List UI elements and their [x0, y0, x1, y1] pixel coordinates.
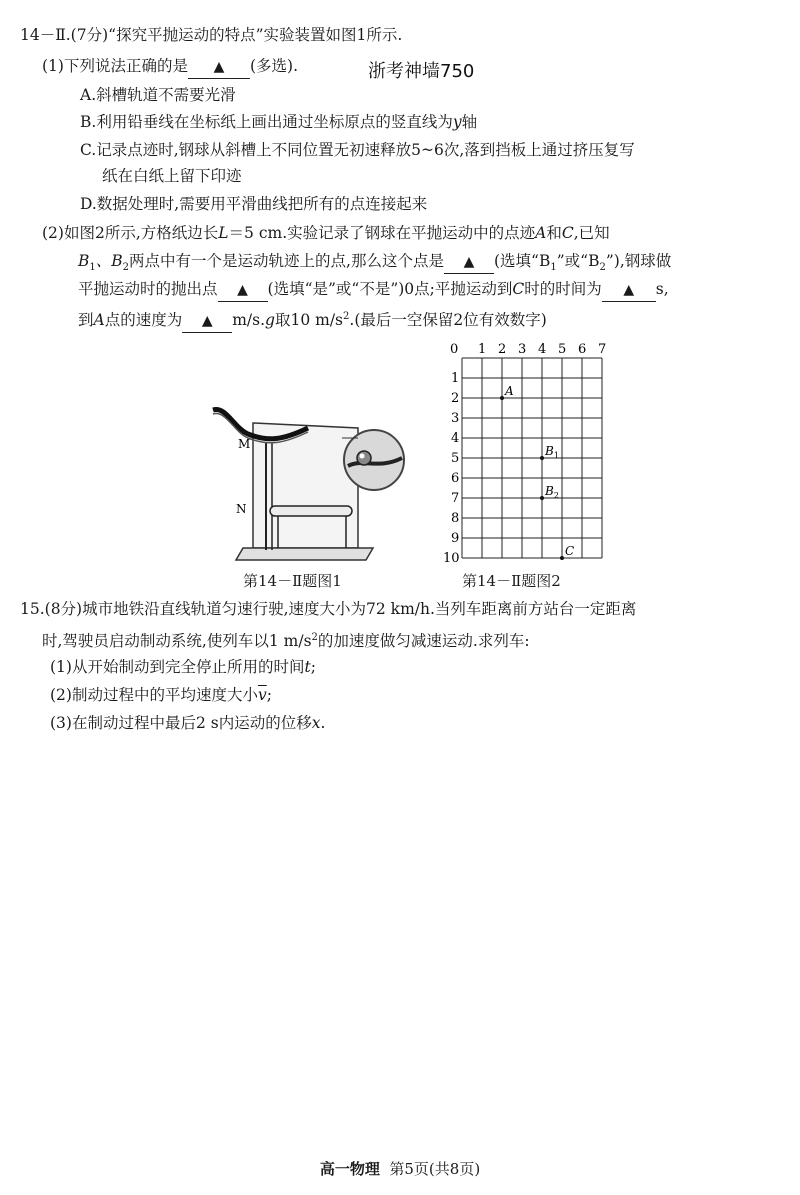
- y-tick-label: 9: [451, 531, 460, 546]
- q14-part2-line4: 到A点的速度为 ▲ m/s.g取10 $m/s^2$.(最后一空保留2位有效数字): [78, 306, 547, 333]
- y-tick-label: 7: [451, 491, 460, 506]
- label-m: M: [238, 437, 251, 451]
- grid-point: [540, 456, 544, 460]
- x-tick-label: 3: [518, 342, 527, 357]
- grid-figure: [440, 338, 610, 568]
- y-tick-label: 1: [451, 371, 460, 386]
- q14-part2-line3: 平抛运动时的抛出点 ▲ (选填“是”或“不是”)0点;平抛运动到C时的时间为 ▲ s,: [78, 278, 669, 302]
- grid-point: [500, 396, 504, 400]
- grid-point-label: C: [565, 544, 575, 558]
- x-tick-label: 4: [538, 342, 547, 357]
- q15-sub3: (3)在制动过程中最后2 s内运动的位移x.: [50, 714, 326, 732]
- q14-part2-line2: $B_1$、$B_2$两点中有一个是运动轨迹上的点,那么这个点是 ▲ (选填“$B_1$”或“$B_2$”),钢球做: [78, 252, 672, 274]
- grid-point: [540, 496, 544, 500]
- x-tick-label: 5: [558, 342, 567, 357]
- triangle-icon: ▲: [463, 254, 475, 270]
- x-tick-label: 1: [478, 342, 487, 357]
- grid-point-label: A: [505, 384, 514, 398]
- q14-part1-text: (1)下列说法正确的是: [42, 57, 188, 75]
- y-tick-label: 4: [451, 431, 460, 446]
- q14-part1-suffix: (多选).: [249, 57, 298, 75]
- triangle-icon: ▲: [201, 313, 213, 330]
- figure1-caption: 第14－Ⅱ题图1: [243, 572, 342, 590]
- option-b: B.利用铅垂线在坐标纸上画出通过坐标原点的竖直线为y轴: [80, 113, 478, 131]
- answer-blank-5: [182, 309, 232, 333]
- q14-part1: [42, 55, 298, 79]
- option-a: A.斜槽轨道不需要光滑: [80, 86, 236, 104]
- option-d: D.数据处理时,需要用平滑曲线把所有的点连接起来: [80, 195, 428, 213]
- page-footer: [0, 1158, 800, 1179]
- footer-subject: 高一物理: [319, 1160, 380, 1178]
- answer-blank-2: [444, 250, 494, 274]
- triangle-icon: ▲: [213, 59, 225, 75]
- x-tick-label: 7: [598, 342, 607, 357]
- figure2-caption: 第14－Ⅱ题图2: [462, 572, 561, 590]
- grid-point-label: $B_1$: [545, 444, 559, 460]
- answer-blank-4: [602, 278, 656, 302]
- grid-point: [560, 556, 564, 560]
- watermark: 浙考神墙750: [368, 61, 475, 82]
- y-tick-label: 3: [451, 411, 460, 426]
- option-c-cont: 纸在白纸上留下印迹: [102, 167, 242, 185]
- x-tick-label: 0: [450, 342, 459, 357]
- triangle-icon: ▲: [623, 282, 635, 298]
- q15-line1: 15.(8分)城市地铁沿直线轨道匀速行驶,速度大小为72 km/h.当列车距离前方站台一定距离: [20, 600, 637, 618]
- y-tick-label: 2: [451, 391, 460, 406]
- q14-part2-line1: (2)如图2所示,方格纸边长L＝5 cm.实验记录了钢球在平抛运动中的点迹A和C,已知: [42, 224, 610, 242]
- label-n: N: [236, 502, 247, 516]
- grid-point-label: $B_2$: [545, 484, 559, 500]
- apparatus-figure: [208, 398, 408, 568]
- y-tick-label: 5: [451, 451, 460, 466]
- answer-blank-1: [188, 55, 250, 79]
- x-tick-label: 2: [498, 342, 507, 357]
- option-c: C.记录点迹时,钢球从斜槽上不同位置无初速释放5~6次,落到挡板上通过挤压复写: [80, 141, 635, 159]
- y-tick-label: 8: [451, 511, 460, 526]
- triangle-icon: ▲: [237, 282, 248, 298]
- y-tick-label: 10: [443, 551, 460, 566]
- q15-sub2: (2)制动过程中的平均速度大小$\overline{v}$;: [50, 686, 272, 704]
- answer-blank-3: [218, 278, 268, 302]
- q14-header: 14－Ⅱ.(7分)“探究平抛运动的特点”实验装置如图1所示.: [20, 26, 403, 44]
- q15-line2: 时,驾驶员启动制动系统,使列车以1 $m/s^2$的加速度做匀减速运动.求列车:: [42, 632, 530, 651]
- footer-page-number: 第5页(共8页): [389, 1160, 481, 1178]
- q15-sub1: (1)从开始制动到完全停止所用的时间t;: [50, 658, 316, 676]
- y-tick-label: 6: [451, 471, 460, 486]
- x-tick-label: 6: [578, 342, 587, 357]
